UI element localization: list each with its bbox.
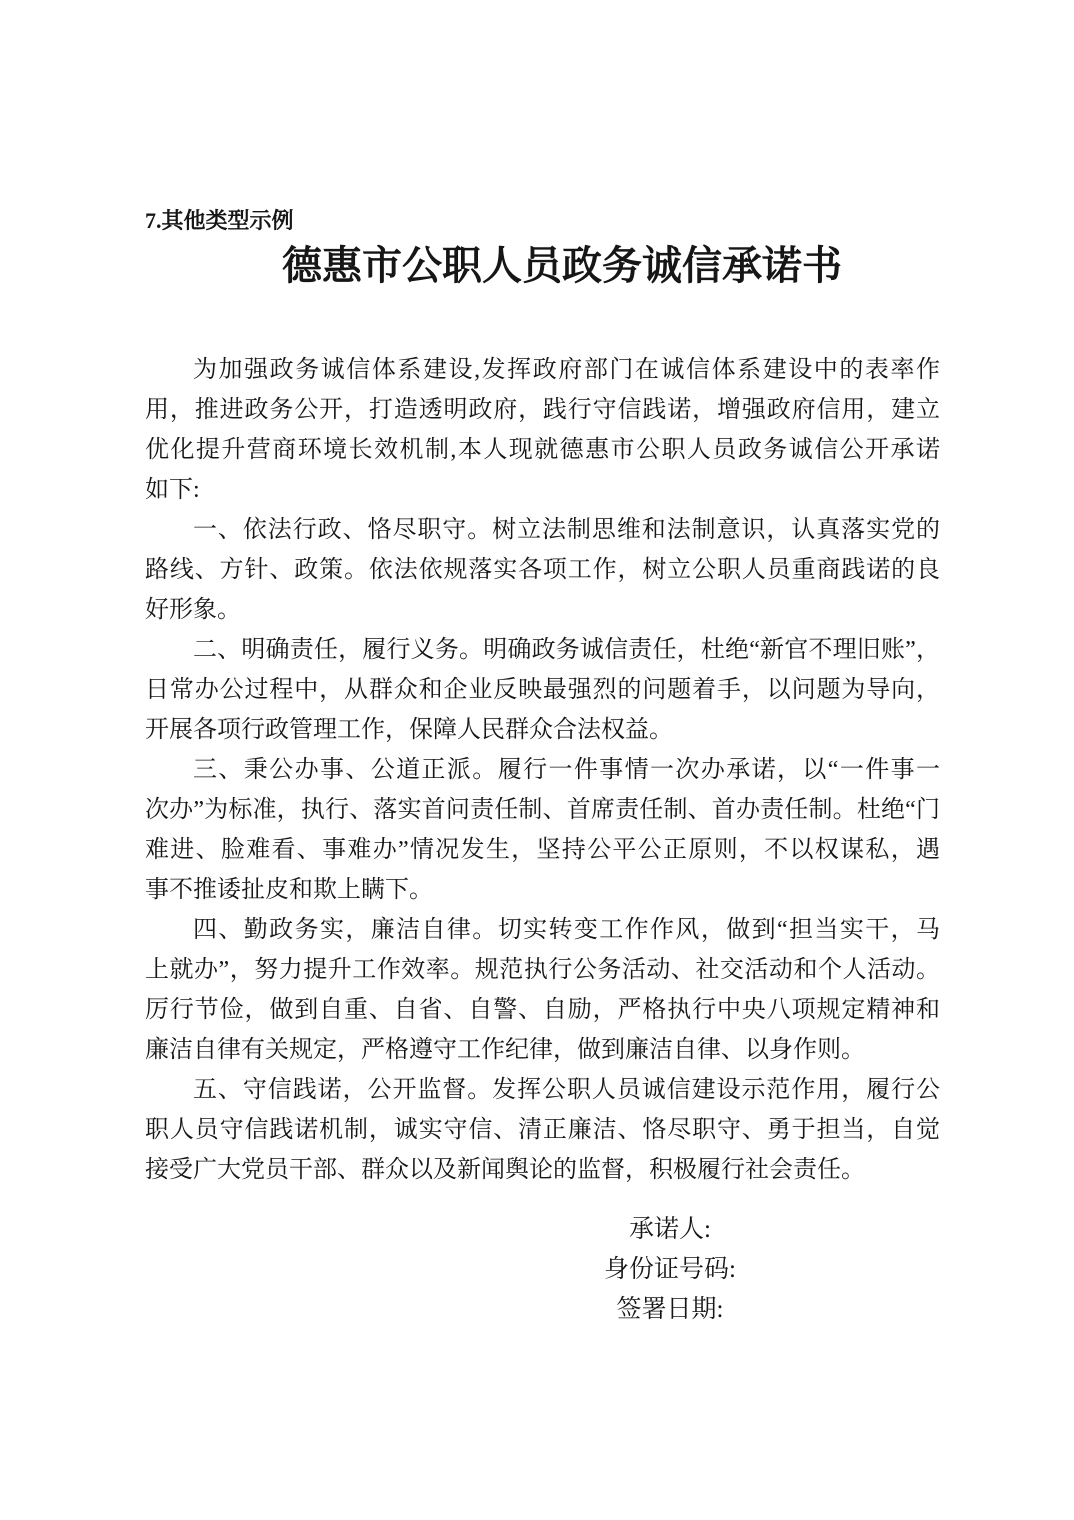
document-title: 德惠市公职人员政务诚信承诺书 [282,244,842,288]
body-paragraph-item-4 [145,910,940,1070]
body-line: 厉行节俭，做到自重、自省、自警、自励，严格执行中央八项规定精神和 [145,997,940,1023]
signature-id-number-label: 身份证号码: [604,1256,736,1283]
signature-promiser-label: 承诺人: [629,1216,711,1243]
body-line: 二、明确责任，履行义务。明确政务诚信责任，杜绝“新官不理旧账”， [193,637,940,663]
body-line: 用，推进政务公开，打造透明政府，践行守信践诺，增强政府信用，建立 [145,397,940,423]
body-line: 日常办公过程中，从群众和企业反映最强烈的问题着手，以问题为导向， [145,677,940,703]
body-line: 如下: [145,477,200,503]
body-line: 接受广大党员干部、群众以及新闻舆论的监督，积极履行社会责任。 [145,1157,865,1183]
body-line: 优化提升营商环境长效机制,本人现就德惠市公职人员政务诚信公开承诺 [145,437,940,463]
body-line: 开展各项行政管理工作，保障人民群众合法权益。 [145,717,673,743]
body-paragraph-intro [145,350,940,510]
body-line: 职人员守信践诺机制，诚实守信、清正廉洁、恪尽职守、勇于担当，自觉 [145,1117,940,1143]
body-line: 廉洁自律有关规定，严格遵守工作纪律，做到廉洁自律、以身作则。 [145,1037,865,1063]
section-label: 7.其他类型示例 [145,208,294,233]
body-paragraph-item-3 [145,750,940,910]
body-line: 上就办”，努力提升工作效率。规范执行公务活动、社交活动和个人活动。 [145,957,940,983]
body-paragraph-item-5 [145,1070,940,1190]
body-line: 三、秉公办事、公道正派。履行一件事情一次办承诺，以“一件事一 [193,757,940,783]
body-line: 四、勤政务实，廉洁自律。切实转变工作作风，做到“担当实干，马 [193,917,940,943]
body-line: 五、守信践诺，公开监督。发挥公职人员诚信建设示范作用，履行公 [193,1077,940,1103]
signature-block [400,1210,940,1330]
body-line: 难进、脸难看、事难办”情况发生，坚持公平公正原则，不以权谋私，遇 [145,837,940,863]
body-line: 一、依法行政、恪尽职守。树立法制思维和法制意识，认真落实党的 [193,517,940,543]
body-line: 为加强政务诚信体系建设,发挥政府部门在诚信体系建设中的表率作 [193,357,940,383]
body-line: 次办”为标准，执行、落实首问责任制、首席责任制、首办责任制。杜绝“门 [145,797,940,823]
body-line: 好形象。 [145,597,241,623]
signature-date-label: 签署日期: [616,1296,724,1323]
body-paragraph-item-2 [145,630,940,750]
body-paragraph-item-1 [145,510,940,630]
body-line: 路线、方针、政策。依法依规落实各项工作，树立公职人员重商践诺的良 [145,557,940,583]
body-line: 事不推诿扯皮和欺上瞒下。 [145,877,433,903]
document-body [145,350,940,1190]
